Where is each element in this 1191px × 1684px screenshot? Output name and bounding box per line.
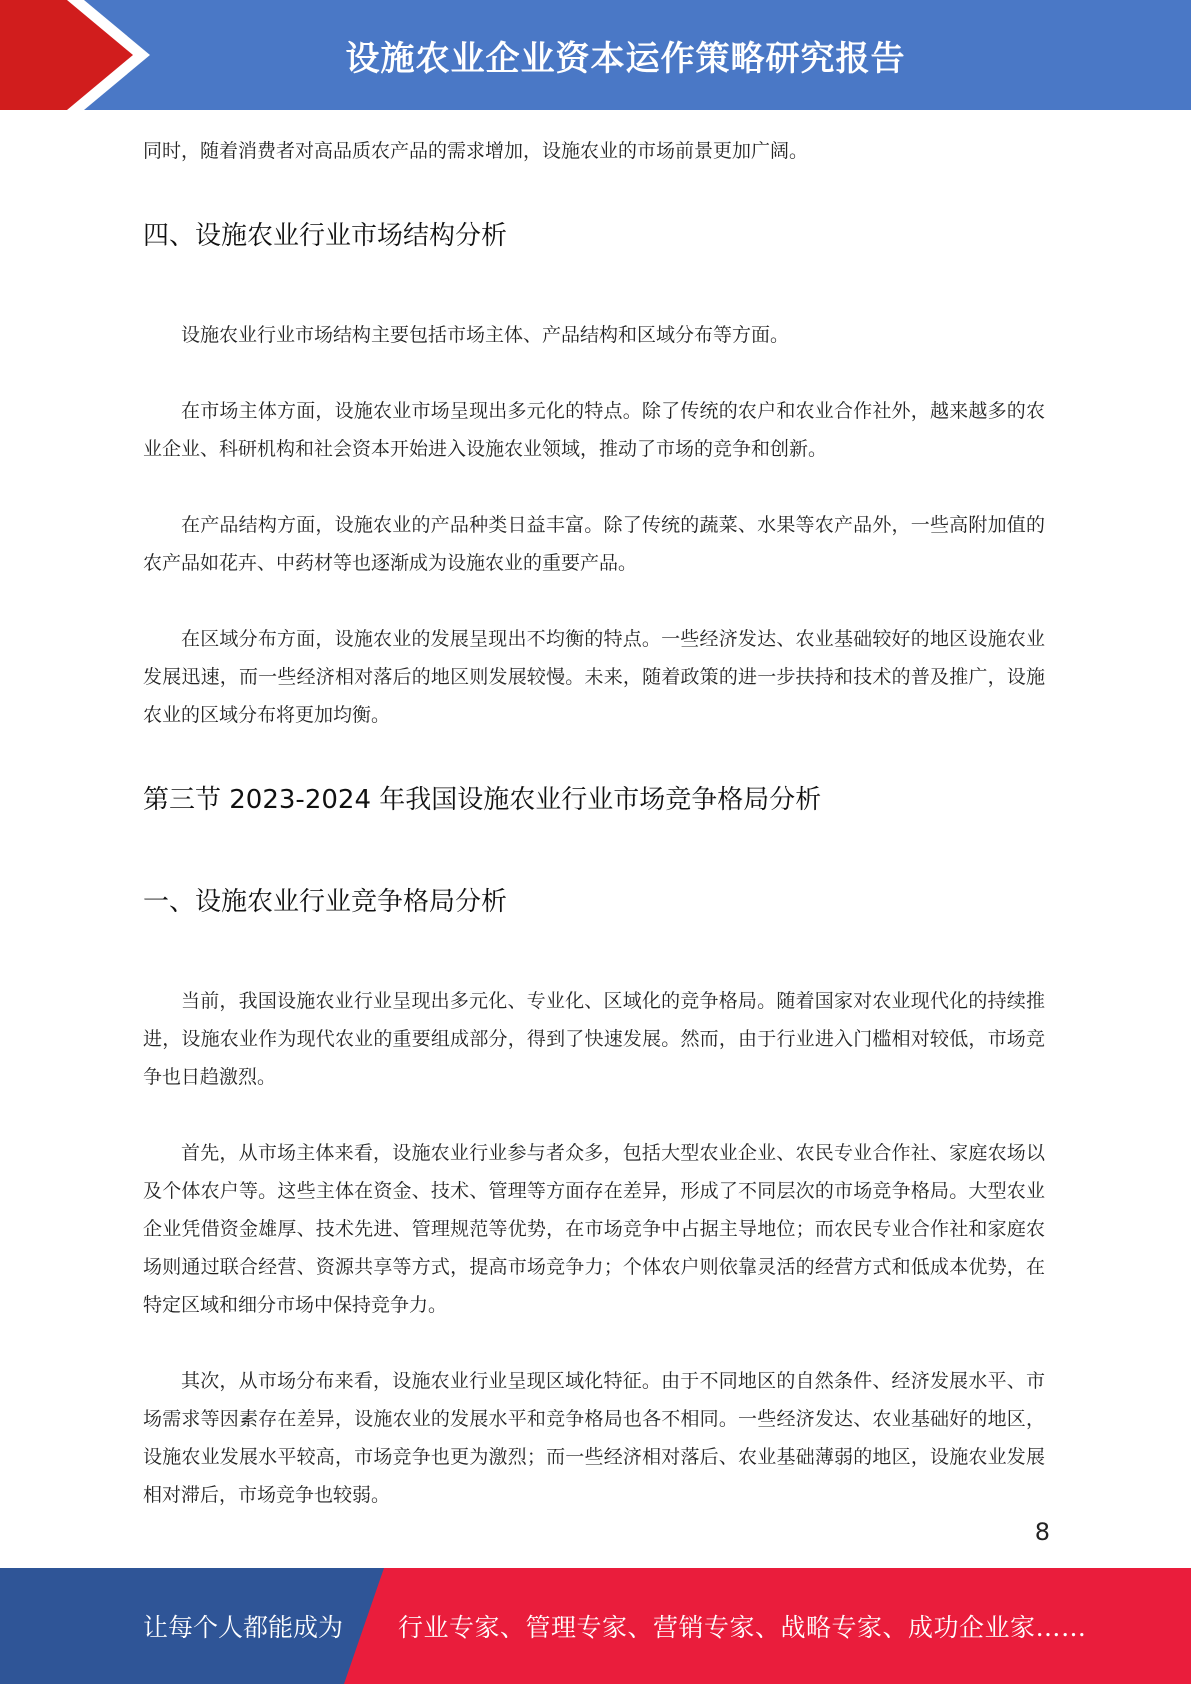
paragraph-regional-distribution: 在区域分布方面，设施农业的发展呈现出不均衡的特点。一些经济发达、农业基础较好的地区设施农业发展迅速，而一些经济相对落后的地区则发展较慢。未来，随着政策的进一步扶持和技术的普及推广，设施农业的区域分布将更加均衡。: [143, 628, 1045, 726]
page-number: 8: [1034, 1518, 1050, 1546]
footer-slogan-right: 行业专家、管理专家、营销专家、战略专家、成功企业家……: [398, 1613, 1087, 1642]
footer-slogan-left: 让每个人都能成为: [143, 1613, 344, 1642]
paragraph-competition-regional: 其次，从市场分布来看，设施农业行业呈现区域化特征。由于不同地区的自然条件、经济发展水平、市场需求等因素存在差异，设施农业的发展水平和竞争格局也各不相同。一些经济发达、农业基础好的地区，设施农业发展水平较高，市场竞争也更为激烈；而一些经济相对落后、农业基础薄弱的地区，设施农业发展相对滞后，市场竞争也较弱。: [143, 1370, 1045, 1506]
chapter-heading-competition: 第三节 2023-2024 年我国设施农业行业市场竞争格局分析: [143, 785, 822, 815]
header-arrow-graphic: [0, 0, 150, 110]
paragraph-intro: 同时，随着消费者对高品质农产品的需求增加，设施农业的市场前景更加广阔。: [143, 140, 809, 162]
page-content: [143, 132, 1045, 1514]
report-footer: [0, 1568, 1191, 1684]
section-heading-competition-pattern: 一、设施农业行业竞争格局分析: [143, 887, 508, 917]
paragraph-market-players: 在市场主体方面，设施农业市场呈现出多元化的特点。除了传统的农户和农业合作社外，越来越多的农业企业、科研机构和社会资本开始进入设施农业领域，推动了市场的竞争和创新。: [143, 400, 1045, 460]
paragraph-structure-overview: 设施农业行业市场结构主要包括市场主体、产品结构和区域分布等方面。: [181, 324, 790, 346]
report-title: 设施农业企业资本运作策略研究报告: [345, 38, 906, 79]
section-heading-market-structure: 四、设施农业行业市场结构分析: [143, 221, 508, 251]
paragraph-competition-players: 首先，从市场主体来看，设施农业行业参与者众多，包括大型农业企业、农民专业合作社、家庭农场以及个体农户等。这些主体在资金、技术、管理等方面存在差异，形成了不同层次的市场竞争格局。大型农业企业凭借资金雄厚、技术先进、管理规范等优势，在市场竞争中占据主导地位；而农民专业合作社和家庭农场则通过联合经营、资源共享等方式，提高市场竞争力；个体农户则依靠灵活的经营方式和低成本优势，在特定区域和细分市场中保持竞争力。: [143, 1142, 1045, 1316]
paragraph-competition-overview: 当前，我国设施农业行业呈现出多元化、专业化、区域化的竞争格局。随着国家对农业现代化的持续推进，设施农业作为现代农业的重要组成部分，得到了快速发展。然而，由于行业进入门槛相对较低，市场竞争也日趋激烈。: [143, 990, 1045, 1088]
report-header: [0, 0, 1191, 110]
paragraph-product-structure: 在产品结构方面，设施农业的产品种类日益丰富。除了传统的蔬菜、水果等农产品外，一些高附加值的农产品如花卉、中药材等也逐渐成为设施农业的重要产品。: [143, 514, 1045, 574]
